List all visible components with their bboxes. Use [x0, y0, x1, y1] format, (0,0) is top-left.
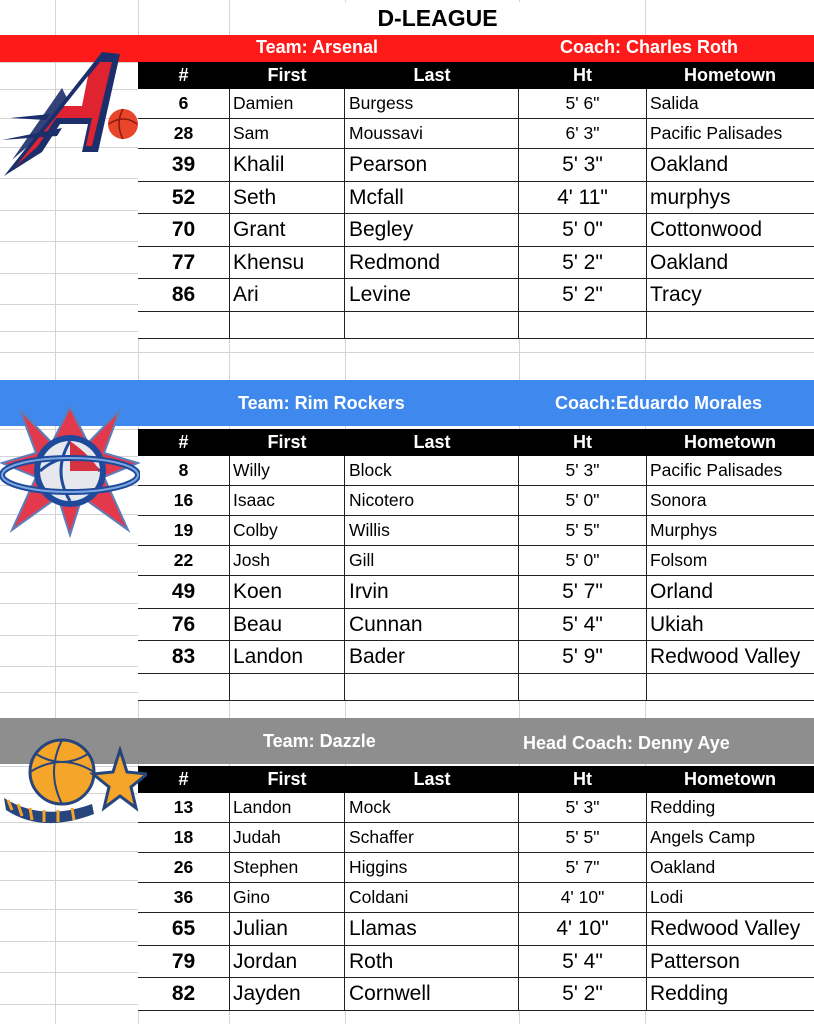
table-row-empty [138, 312, 814, 339]
cell-hometown: Cottonwood [650, 218, 763, 241]
cell-num: 65 [138, 913, 230, 945]
cell-hometown: Murphys [650, 520, 718, 540]
table-row [138, 853, 814, 883]
table-row [138, 609, 814, 642]
cell-first: Gino [229, 883, 345, 912]
table-row [138, 214, 814, 247]
table-row [138, 486, 814, 516]
cell-hometown: Lodi [650, 887, 684, 907]
header-num: # [178, 432, 189, 452]
cell-num: 86 [138, 279, 230, 311]
cell-num: 83 [138, 641, 230, 673]
cell-ht: 5' 4" [519, 946, 647, 978]
cell-num: 16 [138, 486, 230, 515]
table-row [138, 793, 814, 823]
cell-last: Block [345, 456, 519, 485]
cell-num: 22 [138, 546, 230, 575]
cell-hometown: Orland [650, 580, 714, 603]
cell-ht: 5' 0" [519, 486, 647, 515]
header-last: Last [413, 769, 451, 789]
cell-hometown: Redding [650, 797, 716, 817]
cell-first: Jordan [229, 946, 345, 978]
table-row [138, 946, 814, 979]
cell-first: Colby [229, 516, 345, 545]
table-row [138, 823, 814, 853]
cell-hometown: Oakland [650, 153, 729, 176]
table-row [138, 456, 814, 486]
cell-ht: 5' 9" [519, 641, 647, 673]
header-ht: Ht [573, 769, 592, 789]
cell-last: Willis [345, 516, 519, 545]
table-row [138, 883, 814, 913]
cell-num: 26 [138, 853, 230, 882]
cell-ht: 5' 3" [519, 456, 647, 485]
cell-num: 39 [138, 149, 230, 181]
rim-rockers-logo-icon [0, 405, 140, 540]
cell-ht: 5' 3" [519, 793, 647, 822]
cell-ht: 6' 3" [519, 119, 647, 148]
cell-last: Gill [345, 546, 519, 575]
cell-last: Schaffer [345, 823, 519, 852]
cell-hometown: Ukiah [650, 612, 704, 636]
cell-hometown: murphys [650, 185, 731, 209]
team-label: Team: Rim Rockers [238, 393, 405, 413]
cell-num: 28 [138, 119, 230, 148]
cell-num: 76 [138, 609, 230, 641]
table-row-empty [138, 674, 814, 701]
cell-ht: 4' 11" [519, 182, 647, 214]
cell-first: Damien [229, 89, 345, 118]
cell-hometown: Patterson [650, 949, 740, 973]
cell-first: Koen [229, 576, 345, 608]
table-row [138, 576, 814, 609]
cell-hometown: Angels Camp [650, 827, 756, 847]
cell-first: Isaac [229, 486, 345, 515]
cell-last: Coldani [345, 883, 519, 912]
cell-num: 49 [138, 576, 230, 608]
cell-ht: 5' 4" [519, 609, 647, 641]
cell-hometown: Folsom [650, 550, 708, 570]
table-row [138, 119, 814, 149]
cell-hometown: Salida [650, 93, 699, 113]
cell-ht: 5' 2" [519, 279, 647, 311]
table-header [138, 766, 814, 793]
header-num: # [178, 65, 189, 85]
cell-last: Irvin [345, 576, 519, 608]
cell-first: Sam [229, 119, 345, 148]
header-hometown: Hometown [684, 65, 776, 85]
cell-first: Beau [229, 609, 345, 641]
cell-hometown: Sonora [650, 490, 707, 510]
cell-last: Moussavi [345, 119, 519, 148]
cell-num: 82 [138, 978, 230, 1010]
cell-first: Khalil [229, 149, 345, 181]
cell-ht: 5' 0" [519, 546, 647, 575]
cell-first: Khensu [229, 247, 345, 279]
cell-last: Pearson [345, 149, 519, 181]
cell-num: 8 [138, 456, 230, 485]
cell-last: Cunnan [345, 609, 519, 641]
coach-label: Head Coach: Denny Aye [523, 733, 730, 753]
table-row [138, 89, 814, 119]
table-row [138, 978, 814, 1011]
cell-first: Jayden [229, 978, 345, 1010]
cell-ht: 5' 7" [519, 853, 647, 882]
cell-hometown: Redwood Valley [650, 917, 801, 940]
cell-first: Landon [229, 793, 345, 822]
cell-num: 6 [138, 89, 230, 118]
header-hometown: Hometown [684, 769, 776, 789]
cell-first: Landon [229, 641, 345, 673]
coach-label: Coach:Eduardo Morales [555, 393, 763, 413]
cell-last: Burgess [345, 89, 519, 118]
cell-first: Stephen [229, 853, 345, 882]
cell-num: 18 [138, 823, 230, 852]
cell-last: Mcfall [345, 182, 519, 214]
dazzle-logo-icon [2, 730, 147, 830]
cell-ht: 4' 10" [519, 913, 647, 945]
cell-num: 77 [138, 247, 230, 279]
cell-first: Ari [229, 279, 345, 311]
cell-last: Nicotero [345, 486, 519, 515]
cell-hometown: Tracy [650, 283, 702, 306]
header-last: Last [413, 432, 451, 452]
table-header [138, 62, 814, 89]
cell-num: 70 [138, 214, 230, 246]
table-row [138, 182, 814, 215]
cell-hometown: Oakland [650, 250, 729, 274]
roster-table-rim-rockers [138, 456, 814, 701]
cell-last: Redmond [345, 247, 519, 279]
cell-num: 19 [138, 516, 230, 545]
header-first: First [267, 769, 307, 789]
team-label: Team: Dazzle [263, 731, 376, 751]
cell-hometown: Pacific Palisades [650, 123, 783, 143]
table-row [138, 279, 814, 312]
cell-ht: 4' 10" [519, 883, 647, 912]
page-title: D-LEAGUE [230, 2, 645, 36]
cell-ht: 5' 2" [519, 978, 647, 1010]
cell-ht: 5' 2" [519, 247, 647, 279]
cell-ht: 5' 5" [519, 516, 647, 545]
cell-last: Levine [345, 279, 519, 311]
cell-first: Grant [229, 214, 345, 246]
header-num: # [178, 769, 189, 789]
cell-ht: 5' 6" [519, 89, 647, 118]
cell-hometown: Pacific Palisades [650, 460, 783, 480]
cell-last: Higgins [345, 853, 519, 882]
cell-last: Bader [345, 641, 519, 673]
header-ht: Ht [573, 65, 592, 85]
team-label: Team: Arsenal [256, 37, 379, 57]
cell-hometown: Oakland [650, 857, 716, 877]
cell-last: Mock [345, 793, 519, 822]
cell-first: Julian [229, 913, 345, 945]
cell-first: Judah [229, 823, 345, 852]
roster-table-arsenal [138, 89, 814, 339]
cell-last: Roth [345, 946, 519, 978]
table-row [138, 913, 814, 946]
cell-last: Cornwell [345, 978, 519, 1010]
cell-first: Seth [229, 182, 345, 214]
table-row [138, 149, 814, 182]
cell-hometown: Redwood Valley [650, 645, 801, 668]
coach-label: Coach: Charles Roth [560, 37, 739, 57]
cell-ht: 5' 0" [519, 214, 647, 246]
cell-last: Begley [345, 214, 519, 246]
table-row [138, 247, 814, 280]
header-ht: Ht [573, 432, 592, 452]
cell-last: Llamas [345, 913, 519, 945]
roster-table-dazzle [138, 793, 814, 1011]
table-header [138, 429, 814, 456]
cell-num: 13 [138, 793, 230, 822]
cell-num: 52 [138, 182, 230, 214]
header-first: First [267, 432, 307, 452]
cell-hometown: Redding [650, 982, 729, 1005]
cell-ht: 5' 5" [519, 823, 647, 852]
cell-ht: 5' 7" [519, 576, 647, 608]
header-last: Last [413, 65, 451, 85]
table-row [138, 516, 814, 546]
cell-ht: 5' 3" [519, 149, 647, 181]
header-hometown: Hometown [684, 432, 776, 452]
cell-first: Willy [229, 456, 345, 485]
cell-num: 79 [138, 946, 230, 978]
table-row [138, 546, 814, 576]
table-row [138, 641, 814, 674]
cell-first: Josh [229, 546, 345, 575]
header-first: First [267, 65, 307, 85]
cell-num: 36 [138, 883, 230, 912]
arsenal-logo-icon [2, 48, 142, 180]
